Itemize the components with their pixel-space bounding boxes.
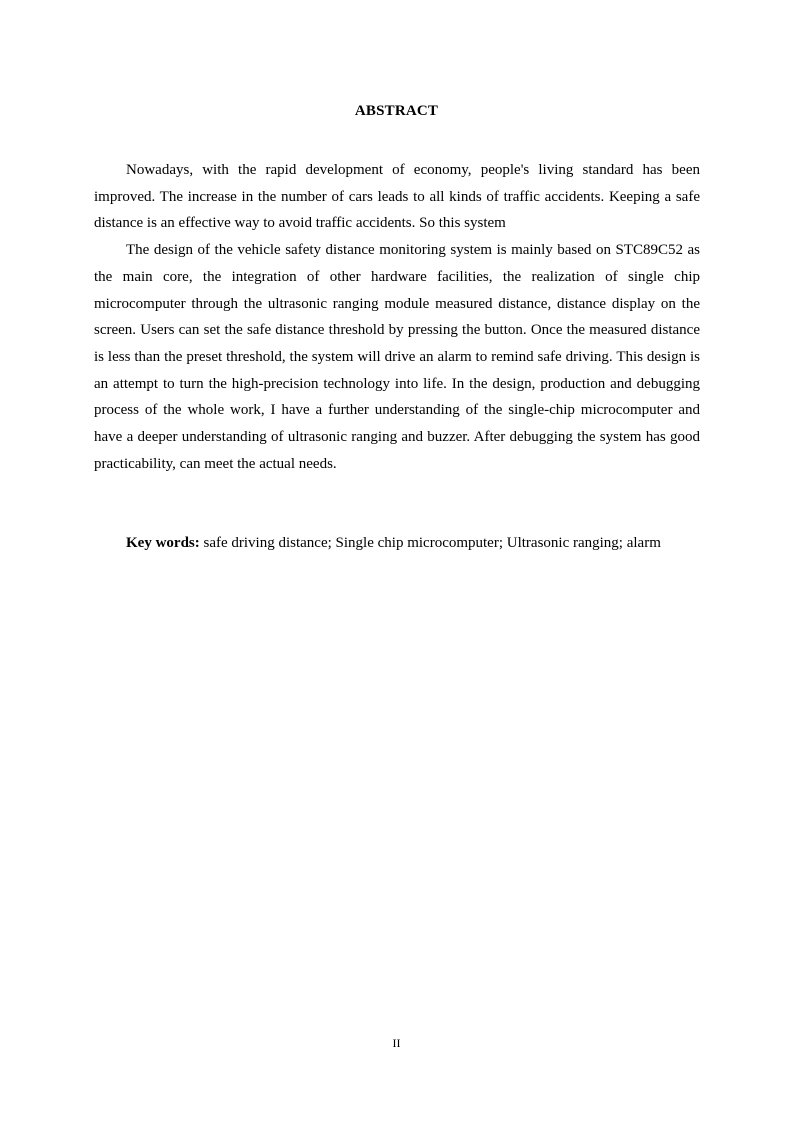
abstract-paragraph-2: The design of the vehicle safety distance monitoring system is mainly based on STC89C52 as the main core, the integration of other hardware facilities, the realization of single chip microcomputer through the ultrasonic ranging module measured distance, distance display on the screen. Users can set the safe distance threshold by pressing the button. Once the measured distance is less than the preset threshold, the system will drive an alarm to remind safe driving. This design is an attempt to turn the high-precision technology into life. In the design, production and debugging process of the whole work, I have a further understanding of the single-chip microcomputer and have a deeper understanding of ultrasonic ranging and buzzer. After debugging the system has good practicability, can meet the actual needs.	[94, 242, 700, 472]
keywords-line	[94, 530, 714, 556]
abstract-paragraph-1: Nowadays, with the rapid development of economy, people's living standard has been improved. The increase in the number of cars leads to all kinds of traffic accidents. Keeping a safe distance is an effective way to avoid traffic accidents. So this system	[94, 162, 700, 232]
page-number: II	[392, 1036, 401, 1050]
abstract-body	[94, 157, 700, 477]
keywords-text: safe driving distance; Single chip microcomputer; Ultrasonic ranging; alarm	[199, 535, 661, 551]
keywords-label: Key words:	[126, 535, 200, 551]
abstract-title: ABSTRACT	[354, 103, 439, 119]
